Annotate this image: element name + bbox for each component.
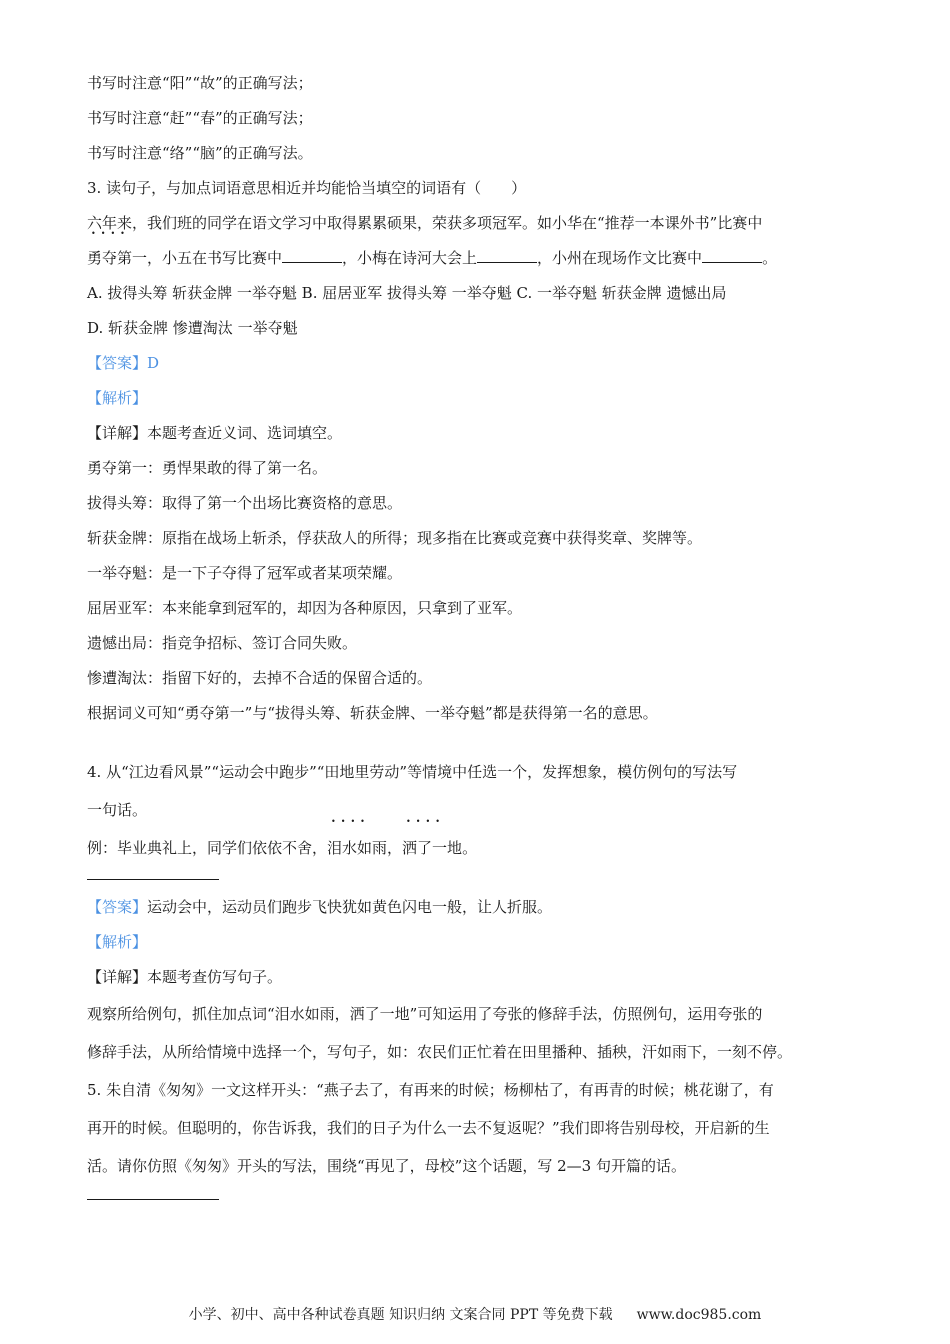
answer-4 (87, 890, 877, 925)
answer-3 (87, 346, 877, 381)
text-fragment: 。 (762, 249, 778, 267)
dotted-phrase: •••• 泪水如雨 (327, 829, 387, 867)
text-line: 书写时注意“阳”“故”的正确写法； (87, 74, 313, 92)
question-4: 4. 从“江边看风景”“运动会中跑步”“田地里劳动”等情境中任选一个，发挥想象，模仿例句的写法写 (87, 763, 738, 781)
answer-value: D (147, 354, 160, 372)
explanation-line: 勇夺第一：勇悍果敢的得了第一名。 (87, 459, 328, 477)
explanation-line: 斩获金牌：原指在战场上斩杀，俘获敌人的所得；现多指在比赛或竞赛中获得奖章、奖牌等。 (87, 529, 703, 547)
text-fragment: 。 (462, 839, 478, 857)
explanation-line: 观察所给例句，抓住加点词“泪水如雨，洒了一地”可知运用了夸张的修辞手法，仿照例句，运用夸张的 (87, 1005, 763, 1023)
explanation-line: 一举夺魁：是一下子夺得了冠军或者某项荣耀。 (87, 564, 403, 582)
text-fragment: ， (387, 839, 403, 857)
text-fragment: 例：毕业典礼上，同学们依依不舍， (87, 839, 328, 857)
analysis-tag: 【解析】 (87, 933, 148, 951)
text-line: 书写时注意“赶”“春”的正确写法； (87, 109, 313, 127)
explanation-line: 遗憾出局：指竞争招标、签订合同失败。 (87, 634, 358, 652)
question-3: 3. 读句子，与加点词语意思相近并均能恰当填空的词语有（ ） (87, 179, 527, 197)
detail-text: 本题考查近义词、选词填空。 (147, 424, 343, 442)
fill-blank (702, 248, 762, 263)
answer-tag: 【答案】 (87, 898, 148, 916)
dotted-phrase: •••• 勇夺第一 (87, 241, 147, 276)
detail-tag: 【详解】 (87, 968, 148, 986)
explanation-line: 根据词义可知“勇夺第一”与“拔得头筹、斩获金牌、一举夺魁”都是获得第一名的意思。 (87, 704, 658, 722)
question-3-passage: 六年来，我们班的同学在语文学习中取得累累硕果，荣获多项冠军。如小华在“推荐一本课外书”比赛中 (87, 214, 763, 232)
answer-blank-line (87, 879, 219, 880)
answer-blank-line (87, 1199, 219, 1200)
explanation-line: 惨遭淘汰：指留下好的，去掉不合适的保留合适的。 (87, 669, 433, 687)
document-body (87, 66, 877, 1210)
detail-tag: 【详解】 (87, 424, 148, 442)
spacer (87, 731, 877, 753)
fill-blank (477, 248, 537, 263)
page-footer (0, 1304, 950, 1324)
answer-tag: 【答案】 (87, 354, 148, 372)
question-3-passage-cont (87, 241, 877, 276)
question-5: 5. 朱自清《匆匆》一文这样开头：“燕子去了，有再来的时候；杨柳枯了，有再青的时候；桃花谢了，有 (87, 1081, 774, 1099)
detail-3 (87, 416, 877, 451)
option-d: D. 斩获金牌 惨遭淘汰 一举夺魁 (87, 319, 298, 337)
text-line: 书写时注意“络”“脑”的正确写法。 (87, 144, 313, 162)
text-fragment: ，小梅在诗河大会上 (342, 249, 478, 267)
text-fragment: ，小州在现场作文比赛中 (537, 249, 703, 267)
footer-text: 小学、初中、高中各种试卷真题 知识归纳 文案合同 PPT 等免费下载 (188, 1307, 613, 1323)
detail-text: 本题考查仿写句子。 (147, 968, 283, 986)
question-4-cont: 一句话。 (87, 801, 148, 819)
detail-4 (87, 960, 877, 995)
explanation-line: 拔得头筹：取得了第一个出场比赛资格的意思。 (87, 494, 403, 512)
question-4-example (87, 829, 877, 867)
explanation-line: 修辞手法，从所给情境中选择一个，写句子，如：农民们正忙着在田里播种、插秧，汗如雨下，一刻不停。 (87, 1043, 793, 1061)
text-fragment: ，小五在书写比赛中 (147, 249, 283, 267)
options-abc: A. 拔得头筹 斩获金牌 一举夺魁 B. 屈居亚军 拔得头筹 一举夺魁 C. 一举夺魁 斩获金牌 遗憾出局 (87, 284, 727, 302)
fill-blank (282, 248, 342, 263)
footer-url[interactable]: www.doc985.com (636, 1307, 762, 1323)
analysis-tag: 【解析】 (87, 389, 148, 407)
question-5-cont: 活。请你仿照《匆匆》开头的写法，围绕“再见了，母校”这个话题，写 2—3 句开篇的话。 (87, 1157, 686, 1175)
question-5-cont: 再开的时候。但聪明的，你告诉我，我们的日子为什么一去不复返呢？”我们即将告别母校，开启新的生 (87, 1119, 770, 1137)
dotted-phrase: •••• 洒了一地 (402, 829, 462, 867)
answer-value: 运动会中，运动员们跑步飞快犹如黄色闪电一般，让人折服。 (147, 898, 553, 916)
explanation-line: 屈居亚军：本来能拿到冠军的，却因为各种原因，只拿到了亚军。 (87, 599, 523, 617)
